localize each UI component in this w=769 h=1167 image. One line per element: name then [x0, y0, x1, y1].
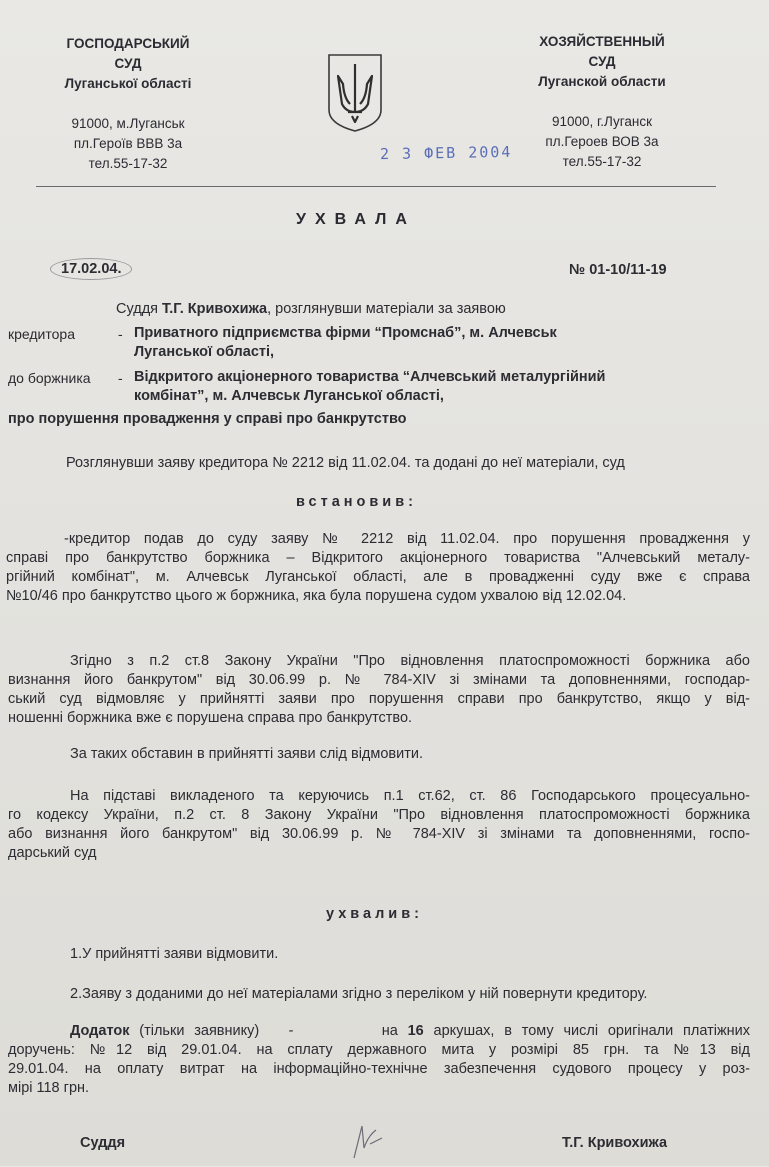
attachment-line-3: 29.01.04. на оплату витрат на інформаційно-технічне забезпечення судового процесу у роз- [8, 1061, 750, 1077]
document-number: № 01-10/11-19 [569, 262, 667, 278]
court-region-ru: Луганской области [538, 74, 666, 89]
creditor-dash: - [118, 326, 123, 342]
paragraph-established-line-4: №10/46 про банкрутство цього ж боржника, яка була порушена судом ухвалою від 12.02.04. [6, 588, 627, 604]
court-name-ua: ГОСПОДАРСЬКИЙ [66, 36, 190, 51]
debtor-label: до боржника [8, 370, 91, 386]
debtor-name [134, 368, 605, 406]
document-date [50, 260, 132, 279]
court-address-ua-2: пл.Героїв ВВВ 3а [73, 136, 183, 151]
case-subject: про порушення провадження у справі про банкрутство [8, 411, 407, 427]
paragraph-established-line-1: -кредитор подав до суду заяву № 2212 від 11.02.04. про порушення провадження у [64, 531, 750, 547]
court-word-ua: СУД [114, 56, 142, 71]
paragraph-basis [8, 787, 750, 863]
attachment-dash: - [288, 1023, 294, 1039]
document-date-value: 17.02.04. [50, 258, 132, 280]
header-right [502, 32, 702, 172]
paragraph-established-line-2: справі про банкрутство боржника – Відкритого акціонерного товариства "Алчевський металу- [6, 550, 750, 566]
paragraph-law-line-4: ношенні боржника вже є порушена справа про банкрутство. [8, 710, 413, 726]
paragraph-law [8, 652, 750, 728]
paragraph-basis-line-1: На підставі викладеного та керуючись п.1 ст.62, ст. 86 Господарського процесуально- [70, 788, 750, 804]
debtor-dash: - [118, 370, 123, 386]
attachment-line-1 [8, 1022, 750, 1041]
attachment-pre: на [381, 1023, 408, 1039]
paragraph-law-line-1: Згідно з п.2 ст.8 Закону України "Про відновлення платоспроможності боржника або [70, 653, 750, 669]
signature-name: Т.Г. Кривохижа [562, 1135, 668, 1151]
paragraph-established [6, 530, 750, 606]
ruling-1: 1.У прийнятті заяви відмовити. [70, 946, 279, 962]
court-address-ru-1: 91000, г.Луганск [551, 114, 653, 129]
ruled-title: ухвалив: [326, 906, 423, 922]
attachment-line-2: доручень: №12 від 29.01.04. на сплату державного мита у розмірі 85 грн. та №13 від [8, 1042, 750, 1058]
judge-suffix: , розглянувши матеріали за заявою [267, 301, 506, 317]
received-stamp: 2 3 ФЕВ 2004 [379, 142, 513, 164]
paragraph-refuse: За таких обставин в прийнятті заяви слід відмовити. [70, 746, 423, 762]
judge-prefix: Суддя [116, 301, 163, 317]
creditor-line-1: Приватного підприємства фірми “Промснаб”, м. Алчевськ [134, 325, 557, 341]
considered-line: Розглянувши заяву кредитора № 2212 від 11.02.04. та додані до неї матеріали, суд [66, 455, 625, 471]
established-title: встановив: [296, 494, 417, 510]
debtor-line-1: Відкритого акціонерного товариства “Алчевський металургійний [134, 369, 606, 385]
attachment-post: аркушах, в тому числі оригінали платіжних [423, 1023, 751, 1039]
header-divider [36, 186, 716, 187]
paragraph-law-line-3: ський суд відмовляє у прийнятті заяви про порушення справи про банкрутство, якщо у від- [8, 691, 750, 707]
header-left [28, 34, 228, 174]
creditor-label: кредитора [8, 326, 75, 342]
handwritten-signature [348, 1118, 388, 1162]
paragraph-law-line-2: визнання його банкрутом" від 30.06.99 р. № 784-XIV зі змінами та доповненнями, господар- [8, 672, 750, 688]
attachment-count: 16 [407, 1023, 424, 1039]
paragraph-basis-line-3: або визнання його банкрутом" від 30.06.99 р. № 784-XIV зі змінами та доповненнями, госпо- [8, 826, 750, 842]
attachment-line-4: мірі 118 грн. [8, 1080, 90, 1096]
intro-judge-line [116, 300, 506, 319]
creditor-name [134, 324, 557, 362]
tryzub-icon [326, 52, 384, 134]
paragraph-basis-line-4: дарський суд [8, 845, 97, 861]
creditor-line-2: Луганської області, [134, 344, 275, 360]
court-region-ua: Луганської області [64, 76, 192, 91]
court-name-ru: ХОЗЯЙСТВЕННЫЙ [539, 34, 665, 49]
judge-name: Т.Г. Кривохижа [162, 301, 268, 317]
court-phone-ru: тел.55-17-32 [562, 154, 642, 169]
paragraph-basis-line-2: го кодексу України, п.2 ст. 8 Закону України "Про відновлення платоспроможності боржника [8, 807, 750, 823]
court-address-ru-2: пл.Героев ВОВ 3а [545, 134, 659, 149]
document-title: УХВАЛА [296, 211, 416, 228]
signature-label: Суддя [80, 1135, 126, 1151]
debtor-line-2: комбінат”, м. Алчевськ Луганської області, [134, 388, 444, 404]
attachment-label: Додаток [70, 1023, 130, 1039]
paragraph-established-line-3: ргійний комбінат", м. Алчевськ Луганської області, але в провадженні суду вже є справа [6, 569, 750, 585]
ruling-2: 2.Заяву з доданими до неї матеріалами згідно з переліком у ній повернути кредитору. [70, 986, 648, 1002]
court-phone-ua: тел.55-17-32 [88, 156, 168, 171]
attachment-note: (тільки заявнику) [129, 1023, 260, 1039]
attachment [8, 1022, 750, 1098]
court-address-ua-1: 91000, м.Луганськ [71, 116, 185, 131]
court-word-ru: СУД [588, 54, 616, 69]
